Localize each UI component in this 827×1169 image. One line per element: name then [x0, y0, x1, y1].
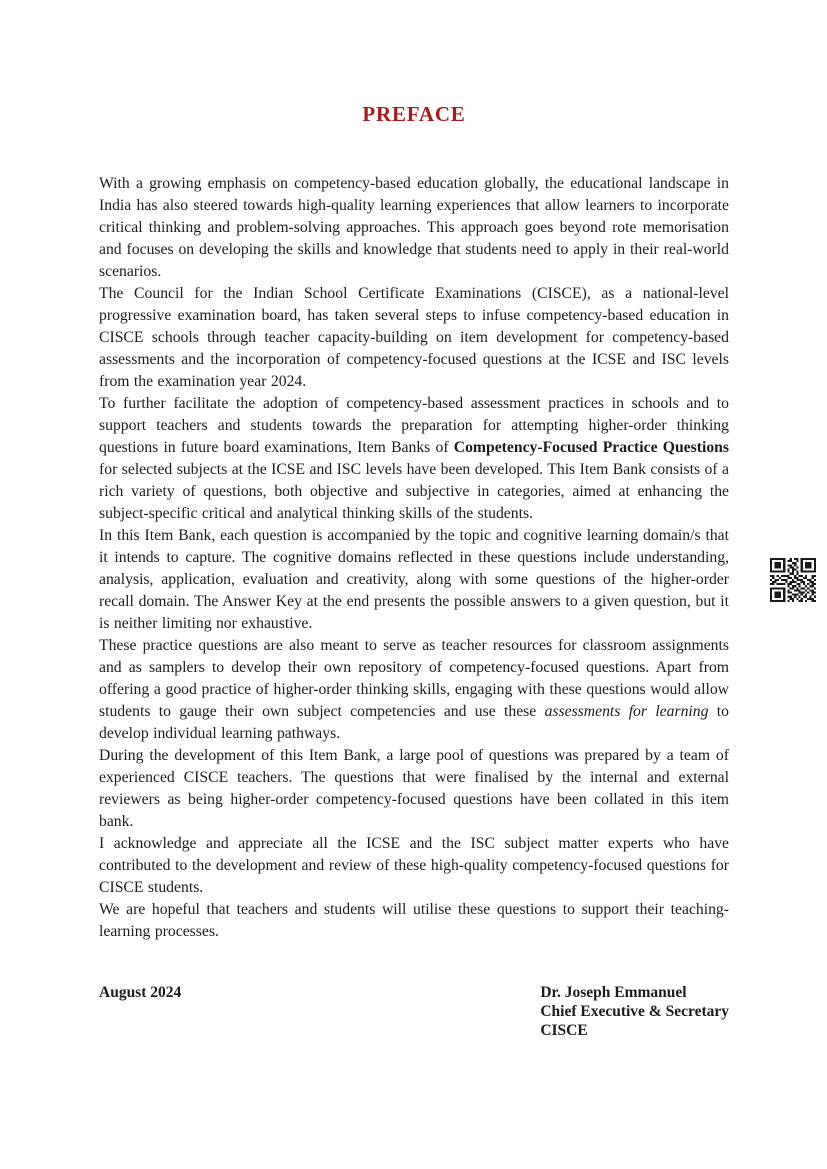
text-run: To further facilitate the adoption of competency-based assessment practices in schools and to support teachers and students towards the preparation for attempting higher-order thinking questions in future board examinations, Item Banks of: [99, 395, 729, 456]
preface-body: [99, 173, 729, 943]
signatory: [540, 983, 729, 1040]
paragraph-8: [99, 899, 729, 943]
text-run: for selected subjects at the ICSE and ISC levels have been developed. This Item Bank consists of a rich variety of questions, both objective and subjective in categories, aimed at enhancing the subject-specific critical and analytical thinking skills of the students.: [99, 461, 729, 522]
text-run-italic: assessments for learning: [544, 703, 709, 720]
text-run: With a growing emphasis on competency-based education globally, the educational landscape in India has also steered towards high-quality learning experiences that allow learners to incorporate critical thinking and problem-solving approaches. This approach goes beyond rote memorisation and focuses on developing the skills and knowledge that students need to apply in their real-world scenarios.: [99, 175, 729, 280]
signatory-org: CISCE: [540, 1022, 588, 1039]
qr-code: [770, 558, 816, 602]
page-title: PREFACE: [362, 102, 466, 126]
signatory-role: Chief Executive & Secretary: [540, 1003, 729, 1020]
signatory-name: Dr. Joseph Emmanuel: [540, 984, 687, 1001]
signature-block: [99, 983, 729, 1040]
paragraph-3: [99, 393, 729, 525]
text-run: I acknowledge and appreciate all the ICSE and the ISC subject matter experts who have contributed to the development and review of these high-quality competency-focused questions for CISCE students.: [99, 835, 729, 896]
text-run: to develop individual learning pathways.: [99, 703, 729, 742]
text-run: These practice questions are also meant to serve as teacher resources for classroom assignments and as samplers to develop their own repository of competency-focused questions. Apart from offering a good practice of higher-order thinking skills, engaging with these questions would allow students to gauge their own subject competencies and use these: [99, 637, 729, 720]
paragraph-4: [99, 525, 729, 635]
text-run: We are hopeful that teachers and students will utilise these questions to support their teaching-learning processes.: [99, 901, 729, 940]
page-content: [99, 102, 729, 1040]
paragraph-5: [99, 635, 729, 745]
text-run: The Council for the Indian School Certificate Examinations (CISCE), as a national-level progressive examination board, has taken several steps to infuse competency-based education in CISCE schools through teacher capacity-building on item development for competency-based assessments and the incorporation of competency-focused questions at the ICSE and ISC levels from the examination year 2024.: [99, 285, 729, 390]
paragraph-7: [99, 833, 729, 899]
text-run: During the development of this Item Bank, a large pool of questions was prepared by a team of experienced CISCE teachers. The questions that were finalised by the internal and external reviewers as being higher-order competency-focused questions have been collated in this item bank.: [99, 747, 729, 830]
text-run: In this Item Bank, each question is accompanied by the topic and cognitive learning domain/s that it intends to capture. The cognitive domains reflected in these questions include understanding, analysis, application, evaluation and creativity, along with some questions of the higher-order recall domain. The Answer Key at the end presents the possible answers to a given question, but it is neither limiting nor exhaustive.: [99, 527, 729, 632]
signature-date: August 2024: [99, 984, 182, 1001]
paragraph-6: [99, 745, 729, 833]
text-run-bold: Competency-Focused Practice Questions: [453, 439, 729, 456]
paragraph-1: [99, 173, 729, 283]
paragraph-2: [99, 283, 729, 393]
